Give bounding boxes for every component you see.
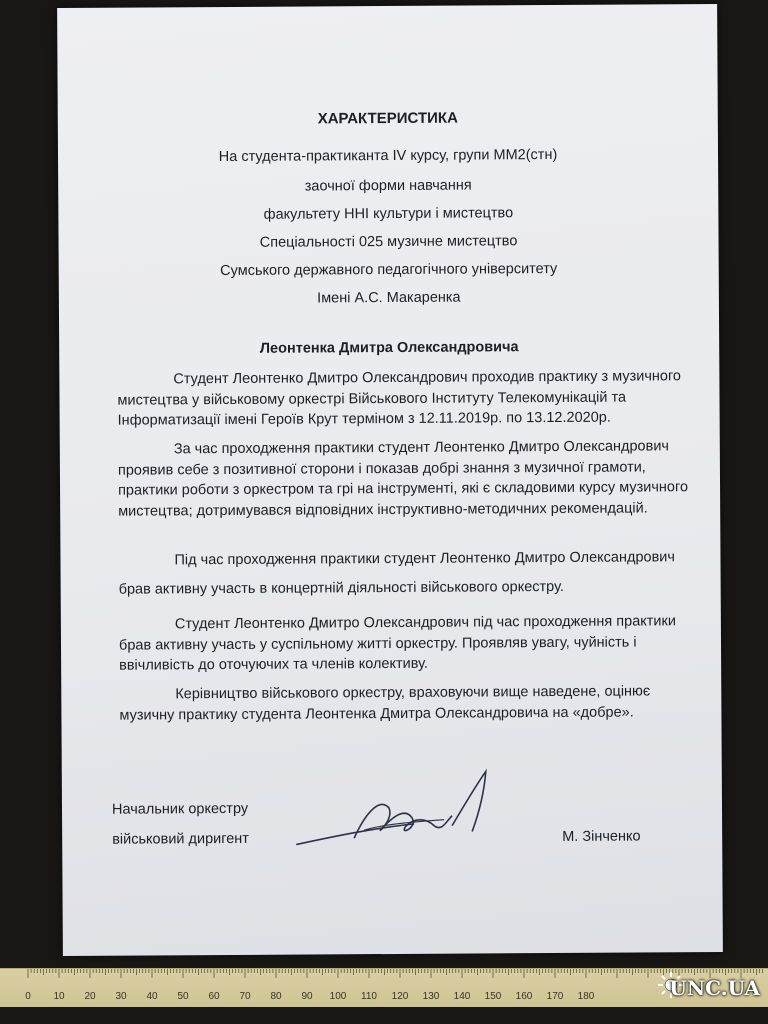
ruler-label: 150 bbox=[484, 991, 502, 1002]
ruler-label: 100 bbox=[329, 991, 347, 1002]
paragraph: брав активну участь в концертній діяльності військового оркестру. bbox=[118, 578, 564, 598]
watermark-text: UNC.UA bbox=[669, 976, 760, 1000]
ruler-ticks bbox=[0, 969, 768, 1007]
ruler-label: 80 bbox=[270, 991, 282, 1002]
header-line: Спеціальності 025 музичне мистецтво bbox=[259, 233, 518, 251]
ruler-label: 10 bbox=[53, 991, 65, 1002]
header-line: Сумського державного педагогічного університету bbox=[220, 260, 558, 280]
paragraph: Керівництво військового оркестру, враховуючи вище наведене, оцінює музичну практику студента Леонтенка Дмитра Олександровича на «добре». bbox=[119, 683, 651, 724]
header-line: факультету ННІ культури і мистецтво bbox=[263, 205, 514, 223]
ruler-label: 170 bbox=[546, 991, 564, 1002]
ruler-label: 60 bbox=[208, 991, 220, 1002]
signer-position: Начальник оркестру bbox=[111, 800, 249, 818]
measuring-ruler bbox=[0, 968, 768, 1007]
ruler-label: 130 bbox=[422, 991, 440, 1002]
ruler-label: 20 bbox=[84, 991, 96, 1002]
ruler-label: 0 bbox=[25, 991, 31, 1002]
ruler-label: 120 bbox=[391, 991, 409, 1002]
paragraph: За час проходження практики студент Леонтенко Дмитро Олександрович проявив себе з позитивної сторони і показав добрі знання з музичної грамоти, практики роботи з оркестром та грі на інструменті, які є складовими курсу музичного мистецтва; дотримувався відповідних інструктивно-методичних рекомендацій. bbox=[117, 438, 689, 520]
signer-position: військовий диригент bbox=[112, 830, 249, 848]
header-line: заочної форми навчання bbox=[304, 177, 472, 195]
header-line: Імені А.С. Макаренка bbox=[317, 289, 461, 307]
ruler-label: 90 bbox=[301, 991, 313, 1002]
ruler-label: 30 bbox=[115, 991, 127, 1002]
paragraph: Студент Леонтенко Дмитро Олександрович проходив практику з музичного мистецтва у військовому оркестрі Військового Інституту Телекомунікацій та Інформатизації імені Героїв Крут терміном з 12.11.2019р. по 13.12.2020р. bbox=[117, 368, 682, 429]
document-sheet bbox=[57, 4, 723, 956]
ruler-label: 180 bbox=[577, 991, 595, 1002]
signature-block bbox=[62, 764, 723, 858]
document-title: ХАРАКТЕРИСТИКА bbox=[317, 109, 458, 128]
student-name: Леонтенка Дмитра Олександровича bbox=[259, 339, 519, 357]
signer-name: М. Зінченко bbox=[562, 828, 641, 845]
ruler-label: 110 bbox=[361, 991, 377, 1002]
paragraph: Студент Леонтенко Дмитро Олександрович під час проходження практики брав активну участь у суспільному житті оркестру. Проявляв увагу, чуйність і ввічливість до оточуючих та членів колективу. bbox=[118, 613, 677, 674]
handwritten-signature bbox=[294, 765, 505, 856]
ruler-label: 70 bbox=[239, 991, 251, 1002]
paragraph: Під час проходження практики студент Леонтенко Дмитро Олександрович bbox=[174, 549, 675, 569]
header-line: На студента-практиканта IV курсу, групи ММ2(стн) bbox=[218, 146, 558, 166]
ruler-label: 160 bbox=[515, 991, 533, 1002]
ruler-label: 50 bbox=[177, 991, 189, 1002]
ruler-label: 40 bbox=[146, 991, 158, 1002]
ruler-label: 140 bbox=[453, 991, 471, 1002]
